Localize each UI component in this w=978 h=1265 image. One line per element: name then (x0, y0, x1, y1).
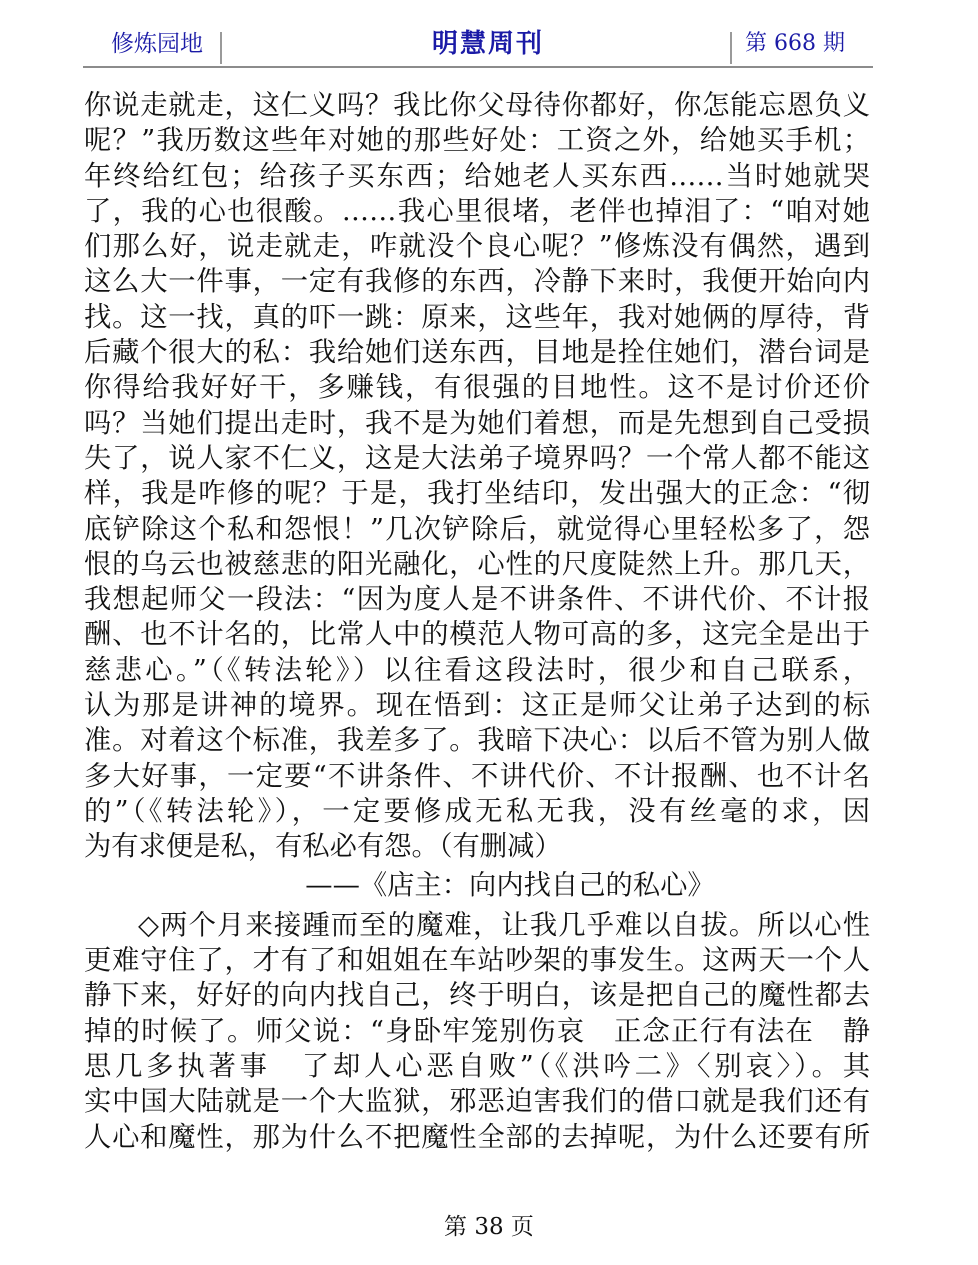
text-line: 恨的乌云也被慈悲的阳光融化，心性的尺度陡然上升。那几天， (84, 548, 870, 580)
text-line: 酬、也不计名的，比常人中的模范人物可高的多，这完全是出于 (84, 619, 870, 651)
text-line: 多大好事，一定要“不讲条件、不讲代价、不计报酬、也不计名 (84, 760, 870, 792)
page-footer (0, 1208, 978, 1241)
header-divider-right (730, 32, 732, 64)
text-line: 呢？”我历数这些年对她的那些好处：工资之外，给她买手机； (84, 125, 870, 157)
header-rule (83, 66, 873, 68)
text-line: 年终给红包；给孩子买东西；给她老人买东西……当时她就哭 (84, 160, 870, 192)
text-line: 思几多执著事 了却人心恶自败”（《洪吟二》〈别哀〉）。其 (84, 1051, 870, 1083)
text-line: 静下来，好好的向内找自己，终于明白，该是把自己的魔性都去 (84, 980, 870, 1012)
text-line: 吗？当她们提出走时，我不是为她们着想，而是先想到自己受损 (84, 407, 870, 439)
text-line: 慈悲心。”（《转法轮》）以往看这段法时，很少和自己联系， (84, 654, 870, 686)
text-line: 人心和魔性，那为什么不把魔性全部的去掉呢，为什么还要有所 (84, 1121, 870, 1153)
text-line: 了，我的心也很酸。……我心里很堵，老伴也掉泪了：“咱对她 (84, 195, 870, 227)
paragraph-2 (84, 908, 870, 1155)
text-line: 你说走就走，这仁义吗？我比你父母待你都好，你怎能忘恩负义 (84, 90, 870, 121)
publication-title: 明慧周刊 (431, 29, 544, 59)
text-line: 底铲除这个私和怨恨！”几次铲除后，就觉得心里轻松多了，怨 (84, 513, 870, 545)
text-line: 这么大一件事，一定有我修的东西，冷静下来时，我便开始向内 (84, 266, 870, 298)
header-divider-left (220, 32, 222, 64)
text-line: 的”（《转法轮》），一定要修成无私无我，没有丝毫的求，因 (84, 795, 870, 827)
text-line: 你得给我好好干，多赚钱，有很强的目地性。这不是讨价还价 (84, 372, 870, 404)
page-header (83, 26, 873, 66)
section-name: 修炼园地 (111, 31, 203, 57)
text-line: 找。这一找，真的吓一跳：原来，这些年，我对她俩的厚待，背 (84, 301, 870, 333)
page-number: 第 38 页 (444, 1214, 534, 1240)
paragraph-1 (84, 88, 870, 865)
article-body (84, 88, 870, 1155)
text-line: 失了，说人家不仁义，这是大法弟子境界吗？一个常人都不能这 (84, 442, 870, 474)
text-line: 为有求便是私，有私必有怨。（有删减） (84, 831, 562, 863)
text-line: ◇两个月来接踵而至的魔难，让我几乎难以自拔。所以心性 (138, 909, 870, 941)
text-line: 样，我是咋修的呢？于是，我打坐结印，发出强大的正念：“彻 (84, 478, 870, 510)
text-line: 认为那是讲神的境界。现在悟到：这正是师父让弟子达到的标 (84, 690, 870, 722)
text-line: 我想起师父一段法：“因为度人是不讲条件、不讲代价、不计报 (84, 584, 870, 616)
text-line: 们那么好，说走就走，咋就没个良心呢？”修炼没有偶然，遇到 (84, 231, 870, 263)
source-attribution: ——《店主：向内找自己的私心》 (305, 869, 715, 901)
text-line: 掉的时候了。师父说：“身卧牢笼别伤哀 正念正行有法在 静 (84, 1015, 870, 1047)
text-line: 准。对着这个标准，我差多了。我暗下决心：以后不管为别人做 (84, 725, 870, 757)
issue-number: 第 668 期 (745, 31, 845, 56)
text-line: 更难守住了，才有了和姐姐在车站吵架的事发生。这两天一个人 (84, 945, 870, 977)
text-line: 实中国大陆就是一个大监狱，邪恶迫害我们的借口就是我们还有 (84, 1086, 870, 1118)
text-line: 后藏个很大的私：我给她们送东西，目地是拴住她们，潜台词是 (84, 337, 870, 369)
